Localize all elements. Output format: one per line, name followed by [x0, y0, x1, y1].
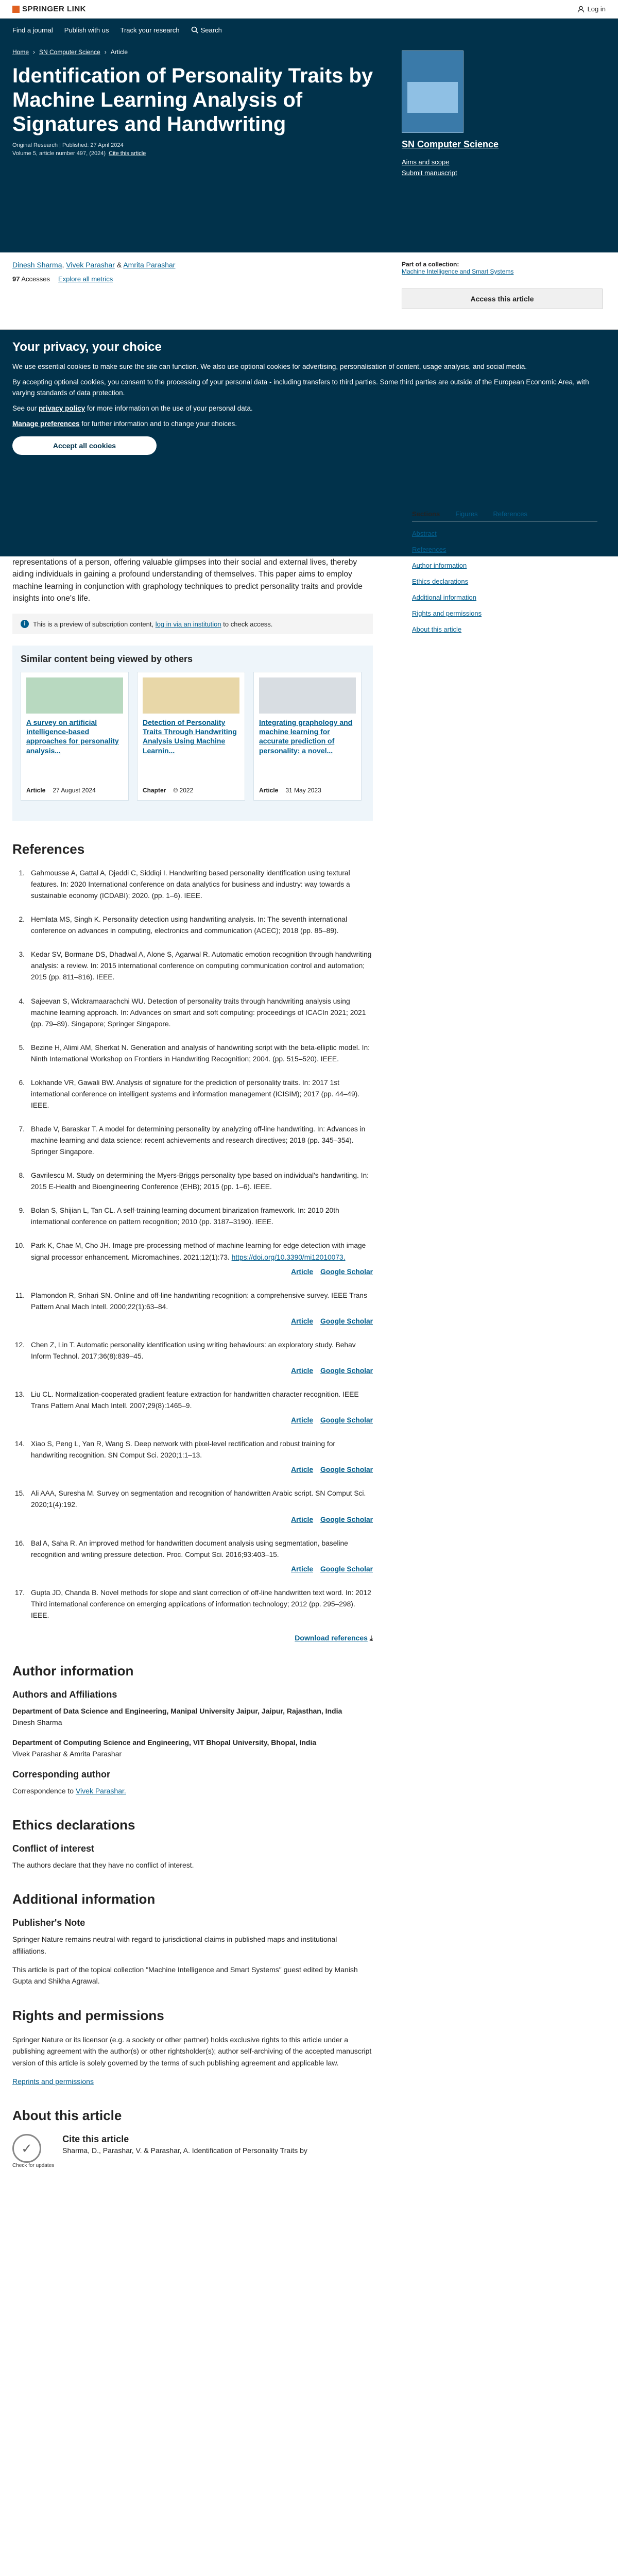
additional-heading: Additional information [12, 1891, 156, 1907]
reference-number: 6. [19, 1078, 25, 1087]
reference-item [12, 1389, 373, 1426]
corresponding-author-link[interactable]: Vivek Parashar. [75, 1786, 126, 1795]
doi-link[interactable]: https://doi.org/10.3390/mi12010073. [231, 1253, 346, 1261]
google-scholar-link[interactable]: Google Scholar [320, 1515, 373, 1523]
reference-item [12, 996, 373, 1030]
reference-item [12, 1290, 373, 1327]
reference-text: Sajeevan S, Wickramaarachchi WU. Detection of personality traits through handwriting analysis using machine learning approach. In: Advances on smart and soft computing: proceedings of ICACIn 2021; 2021 (pp. 79–89). Singapore; Springer Singapore. [31, 997, 366, 1028]
google-scholar-link[interactable]: Google Scholar [320, 1565, 373, 1573]
corresponding-heading: Corresponding author [12, 1769, 110, 1780]
article-body [12, 556, 373, 2168]
tab-references[interactable]: References [493, 510, 528, 518]
reference-text: Ali AAA, Suresha M. Survey on segmentation and recognition of handwritten Arabic script. SN Comput Sci. 2020;1(4):192. [31, 1489, 366, 1509]
reference-item [12, 1587, 373, 1621]
cookie-text: By accepting optional cookies, you consent to the processing of your personal data - including transfers to third parties. Some third parties are outside of the European Economic Area, with varying standards of data protection. [12, 378, 589, 397]
similar-content [12, 646, 373, 821]
affiliation: Department of Data Science and Engineering, Manipal University Jaipur, Jaipur, Rajasthan, India Dinesh Sharma [12, 1706, 342, 1727]
reference-item [12, 1124, 373, 1158]
collection-note-text: This article is part of the topical collection "Machine Intelligence and Smart Systems" guest edited by Manish Gupta and Shikha Agrawal. [12, 1965, 358, 1986]
reference-number: 5. [19, 1043, 25, 1052]
privacy-policy-link[interactable]: privacy policy [39, 404, 85, 412]
reference-number: 3. [19, 951, 25, 959]
collection-link[interactable]: Machine Intelligence and Smart Systems [402, 268, 514, 275]
breadcrumb-separator-icon: › [33, 48, 36, 56]
journal-links [402, 157, 603, 179]
author-band [0, 252, 618, 330]
ethics-heading: Ethics declarations [12, 1817, 135, 1833]
reference-item [12, 1438, 373, 1476]
metrics [12, 275, 606, 283]
reference-item [12, 1042, 373, 1065]
article-link[interactable]: Article [291, 1515, 314, 1523]
reference-item [12, 1340, 373, 1377]
download-icon: ⤓ [369, 1633, 373, 1642]
preview-notice: i This is a preview of subscription content, log in via an institution to check access. [12, 614, 373, 634]
cookie-text: See our privacy policy for more information on the use of your personal data. [12, 404, 253, 412]
check-updates-icon: ✓ [12, 2134, 41, 2163]
search-icon [191, 26, 198, 33]
reference-item [12, 1538, 373, 1575]
track-research-link[interactable]: Track your research [120, 26, 180, 34]
reference-text: Lokhande VR, Gawali BW. Analysis of signature for the prediction of personality traits. In: 2017 1st international conference on intelligent systems and information management (ICISIM); 2017 (pp. 44–49). IEEE. [31, 1078, 360, 1109]
reference-item [12, 914, 373, 937]
sidebar-link-abstract[interactable]: Abstract [412, 530, 437, 537]
article-title: Identification of Personality Traits by Machine Learning Analysis of Signatures and Handwriting [12, 64, 373, 136]
reference-number: 2. [19, 916, 25, 924]
reference-item [12, 1205, 373, 1228]
journal-name-link[interactable]: SN Computer Science [402, 139, 499, 149]
reference-item [12, 1170, 373, 1193]
reference-text: Hemlata MS, Singh K. Personality detection using handwriting analysis. In: The seventh international conference on advances in computing, electronics and communication (ACEC); 2018 (pp. 85–89). [31, 916, 348, 935]
reference-text: Gavrilescu M. Study on determining the Myers-Briggs personality type based on individual's handwriting. In: 2015 E-Health and Bioengineering Conference (EHB); 2015 (pp. 1–6). IEEE. [31, 1172, 369, 1191]
reference-text: Kedar SV, Bormane DS, Dhadwal A, Alone S, Agarwal R. Automatic emotion recognition through handwriting analysis: a review. In: 2015 international conference on computing communication control and automation; 2015 (pp. 811–816). IEEE. [31, 951, 372, 981]
cite-text: Sharma, D., Parashar, V. & Parashar, A. Identification of Personality Traits by [62, 2146, 307, 2155]
author-info-heading: Author information [12, 1663, 134, 1679]
submit-manuscript-link[interactable]: Submit manuscript [402, 168, 457, 177]
reference-text: Chen Z, Lin T. Automatic personality identification using writing behaviours: an exploratory study. Behav Inform Technol. 2017;36(8):839–45. [31, 1341, 356, 1360]
article-volume: Volume 5, article number 497, (2024) Cite this article [12, 150, 146, 157]
reference-links [31, 1316, 373, 1327]
reference-number: 15. [14, 1489, 25, 1498]
article-link[interactable]: Article [291, 1317, 314, 1325]
tab-sections[interactable]: Sections [412, 510, 440, 518]
accesses-count: 97 Accesses [12, 275, 50, 283]
article-link[interactable]: Article [291, 1466, 314, 1474]
breadcrumb-home[interactable]: Home [12, 48, 29, 56]
cookie-title: Your privacy, your choice [12, 340, 162, 354]
publish-link[interactable]: Publish with us [64, 26, 109, 34]
reference-item [12, 1240, 373, 1277]
publisher-note-text: Springer Nature remains neutral with regard to jurisdictional claims in published maps and institutional affiliations. [12, 1935, 337, 1955]
card-thumbnail [26, 677, 123, 714]
tab-figures[interactable]: Figures [455, 510, 478, 518]
reference-number: 17. [14, 1588, 25, 1597]
springer-link-logo[interactable]: SPRINGER LINK [12, 5, 86, 13]
login-link[interactable]: Log in [577, 5, 606, 13]
similar-heading: Similar content being viewed by others [21, 654, 193, 664]
manage-preferences-link[interactable]: Manage preferences [12, 420, 80, 428]
article-link[interactable]: Article [291, 1366, 314, 1375]
reference-number: 11. [15, 1291, 25, 1299]
find-journal-link[interactable]: Find a journal [12, 26, 53, 34]
info-icon: i [21, 620, 29, 628]
user-icon [577, 6, 585, 13]
affiliations-heading: Authors and Affiliations [12, 1689, 117, 1700]
reference-links [31, 1464, 373, 1476]
article-link[interactable]: Article [291, 1267, 314, 1276]
conflict-heading: Conflict of interest [12, 1843, 95, 1854]
author-link[interactable]: Vivek Parashar [66, 261, 115, 269]
sidebar [412, 510, 597, 641]
reference-number: 1. [19, 869, 25, 877]
breadcrumb-journal[interactable]: SN Computer Science [39, 48, 100, 56]
cite-article-link[interactable]: Cite this article [109, 150, 146, 157]
sidebar-link-author-info[interactable]: Author information [412, 562, 467, 569]
reference-text: Gupta JD, Chanda B. Novel methods for slope and slant correction of off-line handwritten text word. In: 2012 Third international conference on emerging applications of information technology; 2012 (pp. 295–298). IEEE. [31, 1588, 371, 1619]
reference-text: Park K, Chae M, Cho JH. Image pre-processing method of machine learning for edge detection with image signal processor enhancement. Micromachines. 2021;12(1):73. [31, 1242, 366, 1261]
cookie-text: We use essential cookies to make sure the site can function. We also use optional cookies for advertising, personalisation of content, usage analysis, and social media. [12, 363, 527, 370]
reference-text: Gahmousse A, Gattal A, Djeddi C, Siddiqi I. Handwriting based personality identification using textural features. In: 2020 International conference on data analytics for business and industry: way towards a sustainable economy (ICDABI); 2020. (pp. 1–6). IEEE. [31, 869, 350, 900]
download-references-link[interactable]: Download references ⤓ [295, 1633, 373, 1642]
rights-text: Springer Nature or its licensor (e.g. a society or other partner) holds exclusive rights to this article under a publishing agreement with the author(s) or other rightsholder(s); author self-archiving of the accepted manuscript version of this article is solely governed by the terms of such publishing agreement and applicable law. [12, 2035, 372, 2067]
article-link[interactable]: Article [291, 1565, 314, 1573]
article-meta: Original Research | Published: 27 April 2024 [12, 142, 124, 148]
similar-card[interactable]: Integrating graphology and machine learning for accurate prediction of personality: a novel... Article 31 May 2023 [253, 672, 362, 801]
reference-item [12, 1077, 373, 1111]
author-link[interactable]: Dinesh Sharma [12, 261, 62, 269]
correspondence: Correspondence to Vivek Parashar. [12, 1786, 126, 1795]
reference-item [12, 868, 373, 902]
sidebar-link-references[interactable]: References [412, 546, 447, 553]
card-thumbnail [143, 677, 239, 714]
sidebar-link-rights[interactable]: Rights and permissions [412, 609, 482, 617]
reference-links [31, 1514, 373, 1526]
aims-scope-link[interactable]: Aims and scope [402, 158, 450, 166]
sidebar-link-ethics[interactable]: Ethics declarations [412, 578, 469, 585]
reference-links [31, 1564, 373, 1575]
breadcrumb-separator-icon: › [104, 48, 107, 56]
google-scholar-link[interactable]: Google Scholar [320, 1366, 373, 1375]
reprints-link[interactable]: Reprints and permissions [12, 2077, 94, 2086]
top-navigation [0, 19, 618, 41]
author-link[interactable]: Amrita Parashar [123, 261, 176, 269]
reference-text: Plamondon R, Srihari SN. Online and off-line handwriting recognition: a comprehensive survey. IEEE Trans Pattern Anal Mach Intell. 2000;22(1):63–84. [31, 1291, 367, 1311]
accept-cookies-button[interactable]: Accept all cookies [12, 436, 157, 455]
explore-metrics-link[interactable]: Explore all metrics [58, 275, 113, 283]
affiliation: Department of Computing Science and Engineering, VIT Bhopal University, Bhopal, India Vivek Parashar & Amrita Parashar [12, 1738, 317, 1758]
reference-number: 10. [14, 1242, 25, 1250]
collection-info: Part of a collection: Machine Intelligence and Smart Systems [402, 261, 514, 275]
journal-cover-image[interactable] [402, 50, 464, 133]
article-link[interactable]: Article [291, 1416, 314, 1425]
google-scholar-link[interactable]: Google Scholar [320, 1267, 373, 1276]
rights-heading: Rights and permissions [12, 2007, 164, 2023]
similar-card[interactable]: A survey on artificial intelligence-based approaches for personality analysis... Article 27 August 2024 [21, 672, 129, 801]
reference-text: Xiao S, Peng L, Yan R, Wang S. Deep network with pixel-level rectification and robust training for handwriting recognition. SN Comput Sci. 2020;1:1–13. [31, 1440, 336, 1460]
cookie-text: Manage preferences for further information and to change your choices. [12, 420, 237, 428]
references-heading: References [12, 841, 85, 857]
cite-heading: Cite this article [62, 2134, 129, 2145]
article-header [0, 41, 618, 252]
reference-number: 8. [19, 1172, 25, 1180]
reference-text: Liu CL. Normalization-cooperated gradient feature extraction for handwritten character recognition. IEEE Trans Pattern Anal Mach Intell. 2007;29(8):1465–9. [31, 1391, 359, 1410]
author-list: Dinesh Sharma, Vivek Parashar & Amrita Parashar [12, 261, 176, 269]
reference-number: 9. [19, 1207, 25, 1215]
reference-number: 12. [14, 1341, 25, 1349]
card-thumbnail [259, 677, 356, 714]
reference-number: 14. [14, 1440, 25, 1448]
reference-item [12, 949, 373, 983]
check-updates-badge[interactable]: ✓ Check for updates [12, 2134, 54, 2168]
institution-login-link[interactable]: log in via an institution [155, 620, 221, 628]
cite-box [12, 2134, 373, 2168]
logo-mark-icon [12, 6, 20, 13]
google-scholar-link[interactable]: Google Scholar [320, 1466, 373, 1474]
reference-list [12, 868, 373, 1621]
journal-card [402, 50, 603, 179]
google-scholar-link[interactable]: Google Scholar [320, 1317, 373, 1325]
reference-text: Bal A, Saha R. An improved method for handwritten document analysis using segmentation, baseline recognition and writing pressure detection. Proc. Comput Sci. 2016;93:403–15. [31, 1539, 348, 1558]
abstract-text: representations of a person, offering valuable glimpses into their social and external lives, thereby aiding individuals in gaining a profound understanding of themselves. This paper aims to employ machine learning in conjunction with graphology techniques to predict personality traits and provide insights into one's life. [12, 558, 363, 603]
reference-text: Bolan S, Shijian L, Tan CL. A self-training learning document binarization framework. In: 2010 20th international conference on pattern recognition; 2010 (pp. 3187–3190). IEEE. [31, 1207, 339, 1226]
search-button[interactable]: Search [191, 26, 222, 34]
reference-links [31, 1365, 373, 1377]
publisher-note-heading: Publisher's Note [12, 1918, 85, 1928]
breadcrumb-current: Article [110, 48, 128, 56]
sidebar-link-about[interactable]: About this article [412, 625, 462, 633]
about-heading: About this article [12, 2108, 122, 2124]
reference-links [31, 1266, 373, 1278]
reference-text: Bhade V, Baraskar T. A model for determining personality by analyzing off-line handwriting. In: Advances in machine learning and data science: recent achievements and research directives; 2018 (pp. 345–354). Springer Singapore. [31, 1125, 366, 1156]
google-scholar-link[interactable]: Google Scholar [320, 1416, 373, 1425]
similar-card[interactable]: Detection of Personality Traits Through Handwriting Analysis Using Machine Learnin... Chapter © 2022 [137, 672, 245, 801]
reference-number: 7. [19, 1125, 25, 1133]
reference-number: 4. [19, 997, 25, 1005]
reference-number: 16. [14, 1539, 25, 1547]
reference-number: 13. [14, 1391, 25, 1398]
access-article-button[interactable]: Access this article [402, 289, 603, 309]
reference-links [31, 1415, 373, 1426]
conflict-text: The authors declare that they have no conflict of interest. [12, 1860, 194, 1869]
brand-bar [0, 0, 618, 19]
reference-item [12, 1488, 373, 1525]
sidebar-link-additional[interactable]: Additional information [412, 594, 477, 601]
reference-text: Bezine H, Alimi AM, Sherkat N. Generation and analysis of handwriting script with the beta-elliptic model. In: Ninth International Workshop on Frontiers in Handwriting Recognition; 2004. (pp. 515–520). IEEE. [31, 1043, 370, 1063]
sidebar-tabs [412, 510, 597, 521]
